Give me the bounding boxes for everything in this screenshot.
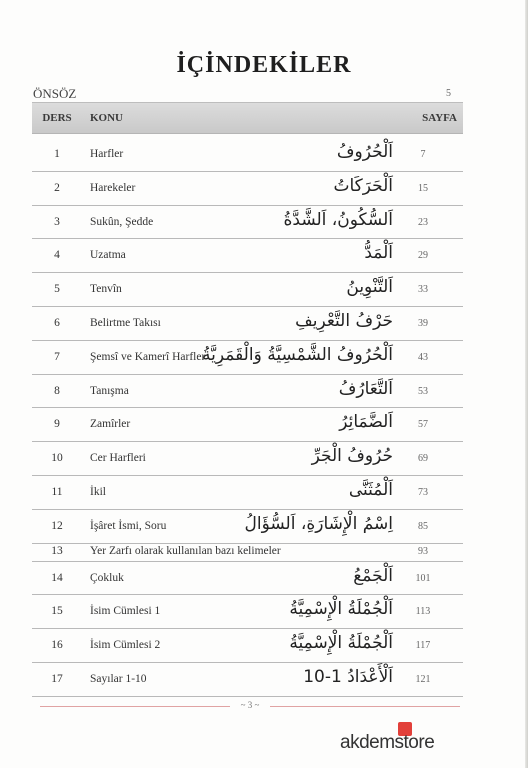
lesson-page: 33 xyxy=(418,284,428,296)
table-row xyxy=(32,544,463,562)
lesson-topic: Şemsî ve Kamerî Harfler xyxy=(90,350,206,363)
table-row xyxy=(32,273,463,307)
lesson-page: 39 xyxy=(418,317,428,329)
lesson-number: 2 xyxy=(54,181,60,194)
lesson-page: 121 xyxy=(415,673,431,685)
lesson-topic: Zamîrler xyxy=(90,418,131,431)
preface-row xyxy=(33,86,463,102)
watermark xyxy=(340,722,470,752)
lesson-page: 43 xyxy=(418,351,428,363)
preface-label: ÖNSÖZ xyxy=(33,86,77,101)
watermark-text: akdemstore xyxy=(340,732,435,753)
lesson-page: 93 xyxy=(418,545,428,557)
lesson-topic: Tenvîn xyxy=(90,283,122,296)
lesson-arabic: اَلْجُمْلَةُ الْإِسْمِيَّةُ xyxy=(289,633,393,654)
lesson-arabic: اَلْجَمْعُ xyxy=(353,565,393,586)
lesson-arabic: اَلْحُرُوفُ xyxy=(336,142,393,162)
lesson-topic: Cer Harfleri xyxy=(90,452,146,465)
lesson-page: 85 xyxy=(418,520,428,532)
lesson-arabic: اَلْحَرَكَاتُ xyxy=(333,175,393,196)
lesson-page: 113 xyxy=(415,606,431,618)
lesson-number: 17 xyxy=(51,672,63,685)
lesson-topic: İsim Cümlesi 2 xyxy=(90,639,161,652)
lesson-number: 15 xyxy=(51,605,63,618)
table-row xyxy=(32,595,463,629)
lesson-arabic: اَلتَّعَارُفُ xyxy=(338,378,393,399)
lesson-topic: Harfler xyxy=(90,148,124,160)
lesson-number: 3 xyxy=(54,215,60,228)
header-sayfa: SAYFA xyxy=(422,112,457,124)
lesson-topic: Uzatma xyxy=(90,249,126,262)
lesson-arabic: اَلضَّمَائِرُ xyxy=(339,412,393,433)
table-row xyxy=(32,510,463,544)
table-row xyxy=(32,206,463,240)
lesson-number: 10 xyxy=(51,452,63,465)
header-konu: KONU xyxy=(90,112,123,124)
lesson-topic: Tanışma xyxy=(90,384,129,397)
lesson-page: 57 xyxy=(418,419,428,431)
lesson-topic: İkil xyxy=(90,485,106,498)
lesson-number: 13 xyxy=(51,544,63,557)
table-row xyxy=(32,562,463,596)
lesson-page: 53 xyxy=(418,385,428,397)
lesson-number: 16 xyxy=(51,639,63,652)
toc-header xyxy=(32,102,463,134)
lesson-arabic: اَلْمُثَنَّى xyxy=(348,479,393,500)
table-row xyxy=(32,408,463,442)
lesson-topic: Sukûn, Şedde xyxy=(90,215,154,228)
table-row xyxy=(32,341,463,375)
lesson-topic: Sayılar 1-10 xyxy=(90,672,147,685)
lesson-page: 29 xyxy=(418,250,428,262)
table-row xyxy=(32,663,463,697)
lesson-number: 1 xyxy=(54,148,60,160)
lesson-arabic: اَلسُّكُونُ، اَلشَّدَّةُ xyxy=(283,209,393,230)
toc-table xyxy=(32,138,463,697)
lesson-topic: Yer Zarfı olarak kullanılan bazı kelimeler xyxy=(90,544,281,557)
table-row xyxy=(32,476,463,510)
footer-page-number: ~ 3 ~ xyxy=(240,700,260,710)
lesson-number: 4 xyxy=(54,249,60,262)
lesson-number: 12 xyxy=(51,519,63,532)
lesson-page: 23 xyxy=(418,216,428,228)
lesson-arabic: اَلْمَدُّ xyxy=(364,243,393,264)
lesson-arabic: اَلْأَعْدَادُ 1-10 xyxy=(303,666,393,687)
lesson-arabic: اَلتَّنْوِينُ xyxy=(346,277,393,298)
lesson-number: 9 xyxy=(54,418,60,431)
table-row xyxy=(32,239,463,273)
lesson-topic: Belirtme Takısı xyxy=(90,316,161,329)
lesson-topic: İşâret İsmi, Soru xyxy=(90,519,167,532)
lesson-number: 8 xyxy=(54,384,60,397)
lesson-page: 69 xyxy=(418,453,428,465)
header-ders: DERS xyxy=(42,112,72,124)
preface-page: 5 xyxy=(446,88,451,99)
lesson-number: 6 xyxy=(54,316,60,329)
lesson-page: 73 xyxy=(418,486,428,498)
footer xyxy=(40,700,460,712)
lesson-number: 11 xyxy=(51,485,63,498)
table-row xyxy=(32,138,463,172)
lesson-number: 5 xyxy=(54,283,60,296)
lesson-arabic: اَلْجُمْلَةُ الْإِسْمِيَّةُ xyxy=(289,599,393,620)
table-row xyxy=(32,442,463,476)
lesson-page: 15 xyxy=(418,182,428,194)
table-row xyxy=(32,172,463,206)
lesson-arabic: حَرْفُ التَّعْرِيفِ xyxy=(295,310,393,331)
lesson-arabic: اِسْمُ الْإِشَارَةِ، اَلسُّؤَالُ xyxy=(244,513,393,534)
lesson-topic: İsim Cümlesi 1 xyxy=(90,605,161,618)
lesson-arabic: حُرُوفُ الْجَرِّ xyxy=(311,446,393,467)
lesson-topic: Çokluk xyxy=(90,571,124,584)
table-row xyxy=(32,375,463,409)
lesson-page: 7 xyxy=(420,149,426,160)
lesson-page: 117 xyxy=(415,640,431,652)
lesson-number: 7 xyxy=(54,350,60,363)
lesson-arabic: اَلْحُرُوفُ الشَّمْسِيَّةُ وَالْقَمَرِيَّةُ xyxy=(202,344,393,365)
table-row xyxy=(32,307,463,341)
footer-rule-right xyxy=(270,706,460,707)
table-row xyxy=(32,629,463,663)
lesson-topic: Harekeler xyxy=(90,181,136,194)
lesson-page: 101 xyxy=(415,572,431,584)
page-title: İÇİNDEKİLER xyxy=(176,52,352,78)
lesson-number: 14 xyxy=(51,571,63,584)
